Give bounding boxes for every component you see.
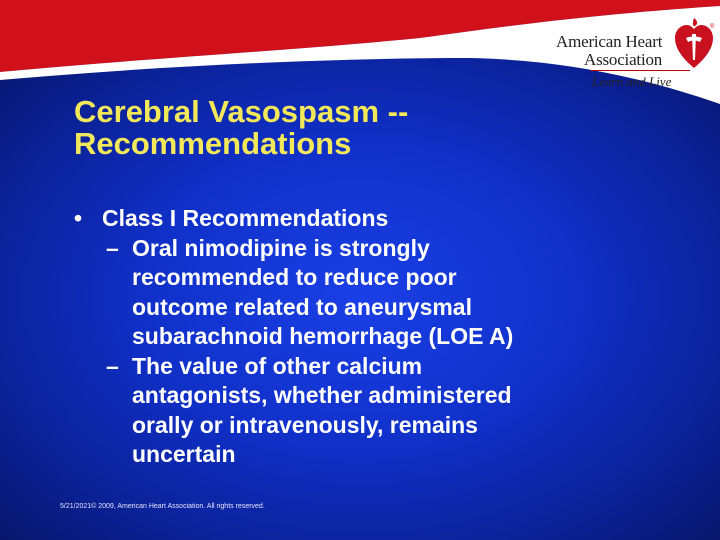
sub-bullet-calcium-antagonists (74, 352, 513, 470)
logo-tagline: Learn and Live (592, 74, 672, 89)
sub-bullet-line: The value of other calcium (132, 352, 423, 379)
heart-torch-icon (672, 18, 716, 74)
sub-bullet-nimodipine (74, 234, 513, 352)
bullet-heading: Class I Recommendations (102, 205, 389, 231)
footer-copyright: 5/21/2021© 2009, American Heart Association. All rights reserved. (60, 503, 265, 510)
title-line-2: Recommendations (74, 126, 352, 161)
sub-bullet-line: outcome related to aneurysmal (132, 293, 472, 320)
sub-bullet-line: subarachnoid hemorrhage (LOE A) (132, 323, 514, 349)
logo-line-1: American Heart (556, 32, 663, 51)
sub-bullet-line: recommended to reduce poor (132, 264, 457, 290)
sub-bullet-line: uncertain (132, 441, 236, 467)
registered-mark: ® (710, 24, 715, 30)
title-line-1: Cerebral Vasospasm -- (74, 94, 409, 129)
sub-bullet-line: Oral nimodipine is strongly (132, 234, 430, 261)
logo-line-2: Association (584, 50, 663, 69)
slide-title (74, 96, 408, 160)
sub-bullet-marker: – (106, 234, 119, 261)
sub-bullet-line: orally or intravenously, remains (132, 411, 478, 438)
bullet-marker: • (74, 205, 83, 231)
sub-bullet-line: antagonists, whether administered (132, 382, 512, 408)
bullet-list (74, 204, 513, 470)
bullet-item-class-i (74, 204, 513, 234)
aha-logo (556, 18, 720, 98)
sub-bullet-marker: – (106, 352, 119, 379)
